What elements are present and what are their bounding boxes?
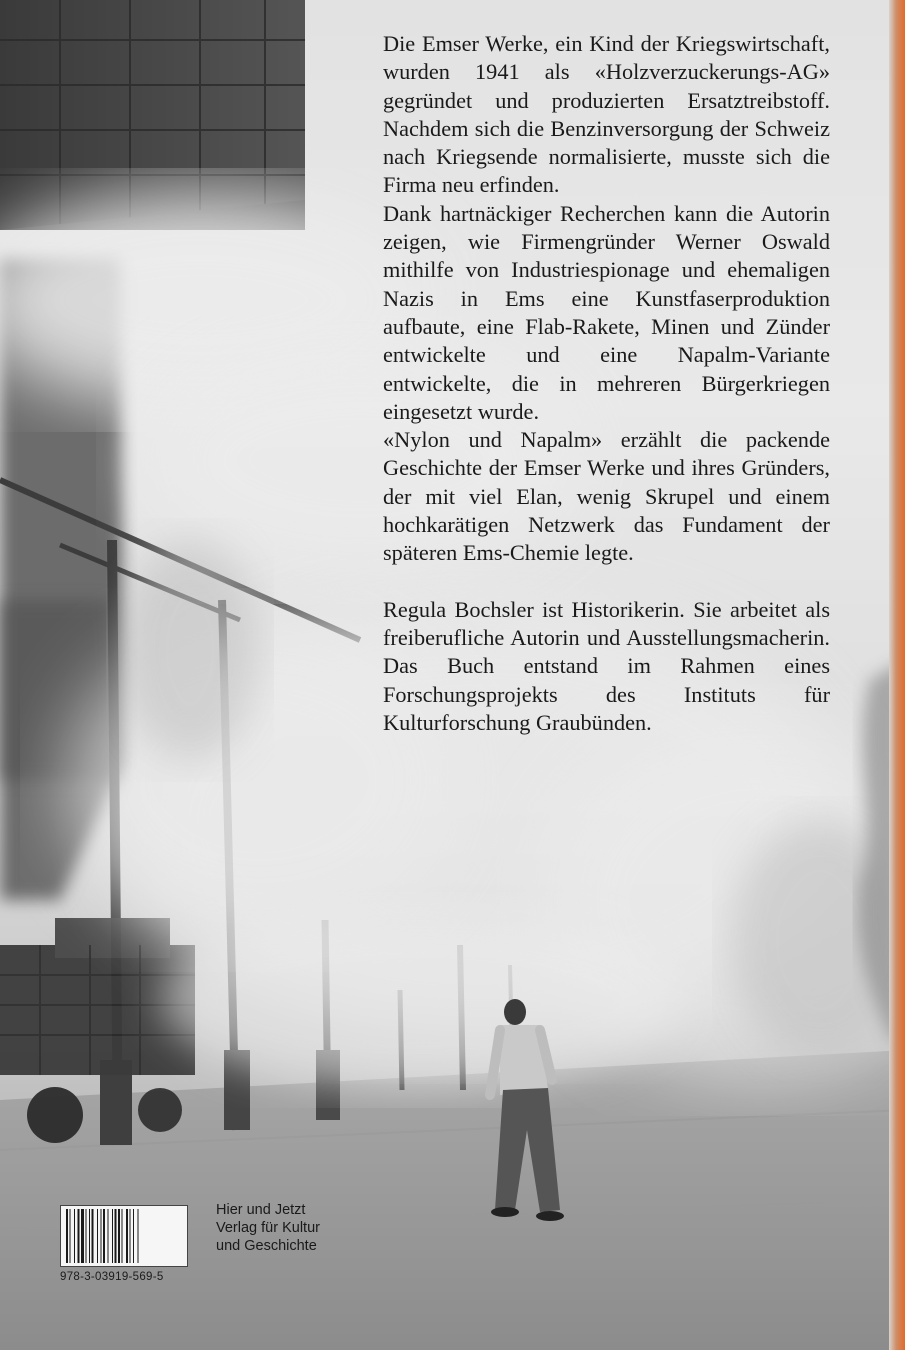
barcode-bars xyxy=(65,1209,183,1263)
barcode-bar xyxy=(66,1209,68,1263)
barcode-bar xyxy=(74,1209,75,1263)
barcode-bar xyxy=(97,1209,98,1263)
road xyxy=(0,1050,905,1350)
blurb-paragraph: Dank hartnäckiger Recherchen kann die Autorin zeigen, wie Firmengründer Werner Oswald mithilfe von Industriespionage und ehemaligen Nazis in Ems eine Kunstfaserproduktion aufbaute, eine Flab-Rakete, Minen und Zünder entwickelte und eine Napalm-Variante entwickelte, die in mehreren Bürgerkriegen eingesetzt wurde. xyxy=(383,200,830,424)
blurb-paragraph: «Nylon und Napalm» erzählt die packende Geschichte der Emser Werke und ihres Gründers, der mit viel Elan, wenig Skrupel und einem hochkarätigen Netzwerk das Fundament der späteren Ems-Chemie legte. xyxy=(383,427,830,566)
publisher-imprint xyxy=(216,1201,320,1255)
barcode xyxy=(60,1205,188,1267)
barcode-bar xyxy=(101,1209,102,1263)
barcode-bar xyxy=(138,1209,139,1263)
publisher-line: und Geschichte xyxy=(216,1238,317,1254)
barcode-bar xyxy=(103,1209,105,1263)
barcode-bar xyxy=(86,1209,87,1263)
barcode-bar xyxy=(130,1209,131,1263)
barcode-bar xyxy=(92,1209,94,1263)
barcode-bar xyxy=(78,1209,80,1263)
barcode-bar xyxy=(115,1209,117,1263)
spine-edge xyxy=(889,0,905,1350)
barcode-bar xyxy=(89,1209,90,1263)
barcode-bar xyxy=(70,1209,71,1263)
barcode-bar xyxy=(81,1209,84,1263)
isbn-number: 978-3-03919-569-5 xyxy=(60,1271,164,1283)
publisher-line: Verlag für Kultur xyxy=(216,1220,320,1236)
barcode-block xyxy=(60,1205,188,1283)
barcode-bar xyxy=(133,1209,134,1263)
barcode-bar xyxy=(126,1209,128,1263)
author-bio: Regula Bochsler ist Historikerin. Sie arbeitet als freiberufliche Autorin und Ausstellungsmacherin. Das Buch entstand im Rahmen eines Forschungsprojekts des Instituts für Kulturforschung Graubünden. xyxy=(383,596,830,735)
barcode-bar xyxy=(112,1209,113,1263)
barcode-bar xyxy=(108,1209,109,1263)
barcode-bar xyxy=(122,1209,123,1263)
back-cover-blurb xyxy=(383,30,830,737)
blurb-paragraph: Die Emser Werke, ein Kind der Kriegswirtschaft, wurden 1941 als «Holzverzuckerungs-AG» gegründet und produzierten Ersatztreibstoff. Nachdem sich die Benzinversorgung der Schweiz nach Kriegsende normalisierte, musste sich die Firma neu erfinden. xyxy=(383,31,830,198)
publisher-line: Hier und Jetzt xyxy=(216,1202,306,1218)
barcode-bar xyxy=(118,1209,120,1263)
